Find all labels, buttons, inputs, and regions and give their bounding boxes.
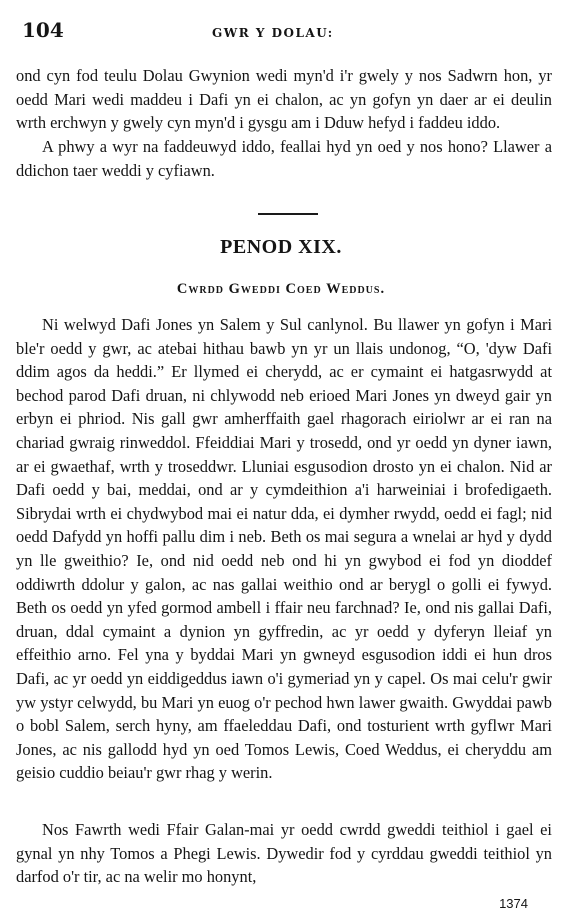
running-title: GWR Y DOLAU:	[212, 26, 334, 40]
page-number: 104	[22, 18, 64, 42]
chapter-title: PENOD XIX.	[220, 236, 342, 258]
section-title: Cwrdd Gweddi Coed Weddus.	[176, 281, 386, 297]
page-header	[22, 18, 540, 48]
paragraph-continuation: ond cyn fod teulu Dolau Gwynion wedi myn'd i'r gwely y nos Sadwrn hon, yr oedd Mari wedi maddeu i Dafi yn ei chalon, ac yn gofyn yn daer ar ei deulin wrth erchwyn y gwely cyn myn'd i gysgu am i Dduw hefyd i faddeu iddo.	[16, 66, 552, 133]
paragraph-main: Ni welwyd Dafi Jones yn Salem y Sul canlynol. Bu llawer yn gofyn i Mari ble'r oedd y gwr, ac atebai hithau bawb yn yr un llais undonog, “O, 'dyw Dafi ddim agos da heddi.” Er llymed ei cherydd, ac er cymaint ei hatgasrwydd at bechod parod Dafi druan, ni chlywodd neb erioed Mari Jones yn dweyd gair yn erbyn ei phriod. Nis gall gwr amherffaith gael rhagorach eiriolwr ar ei ran na chariad gwraig rinweddol. Ffeiddiai Mari y trosedd, ond yr oedd yn dyner iawn, ar ei gwaethaf, wrth y troseddwr. Lluniai esgusodion drosto yn ei chalon. Nid ar Dafi oedd y bai, meddai, ond ar y cymdeithion a'i harweiniai i brofedigaeth. Sibrydai wrth ei chydwybod mai ei natur dda, ei dymher rwydd, oedd ei fagl; nid oedd Dafydd yn hoffi pallu dim i neb. Beth os mai segura a wnelai ar hyd y dydd yn lle gweithio? Ie, ond nid oedd neb ond hi yn gwybod ei fod yn dioddef oddiwrth ddolur y galon, ac nas gallai weithio ond ar berygl o golli ei fywyd. Beth os oedd yn yfed gormod ambell i ffair neu farchnad? Ie, ond nis gallai Dafi, druan, ddal cymaint a dynion yn gyffredin, ac yr oedd y dyferyn lleiaf yn effeithio arno. Fel yna y byddai Mari yn gwneyd esgusodion iddi ei hun dros Dafi, ac yr oedd yn eiddigeddus iawn o'i gymeriad yn y capel. Os mai celu'r gwir yw ystyr celwydd, bu Mari yn euog o'r pechod hwn lawer gwaith. Gwyddai pawb o bobl Salem, serch hyny, am ffaeleddau Dafi, ond tosturient wrth gyflwr Mari Jones, ac nis gallodd hyd yn oed Tomos Lewis, Coed Weddus, ei cheryddu am geisio cuddio beiau'r gwr rhag y werin.	[16, 315, 552, 783]
paragraph-closing: Nos Fawrth wedi Ffair Galan-mai yr oedd cwrdd gweddi teithiol i gael ei gynal yn nhy Tomos a Phegi Lewis. Dywedir fod y cyrddau gweddi teithiol yn darfod o'r tir, ac na welir mo honynt,	[16, 820, 552, 887]
catalog-number: 1374	[499, 896, 528, 911]
paragraph-question: A phwy a wyr na faddeuwyd iddo, feallai hyd yn oed y nos hono? Llawer a ddichon taer weddi y cyfiawn.	[16, 137, 552, 180]
section-divider	[258, 213, 318, 215]
